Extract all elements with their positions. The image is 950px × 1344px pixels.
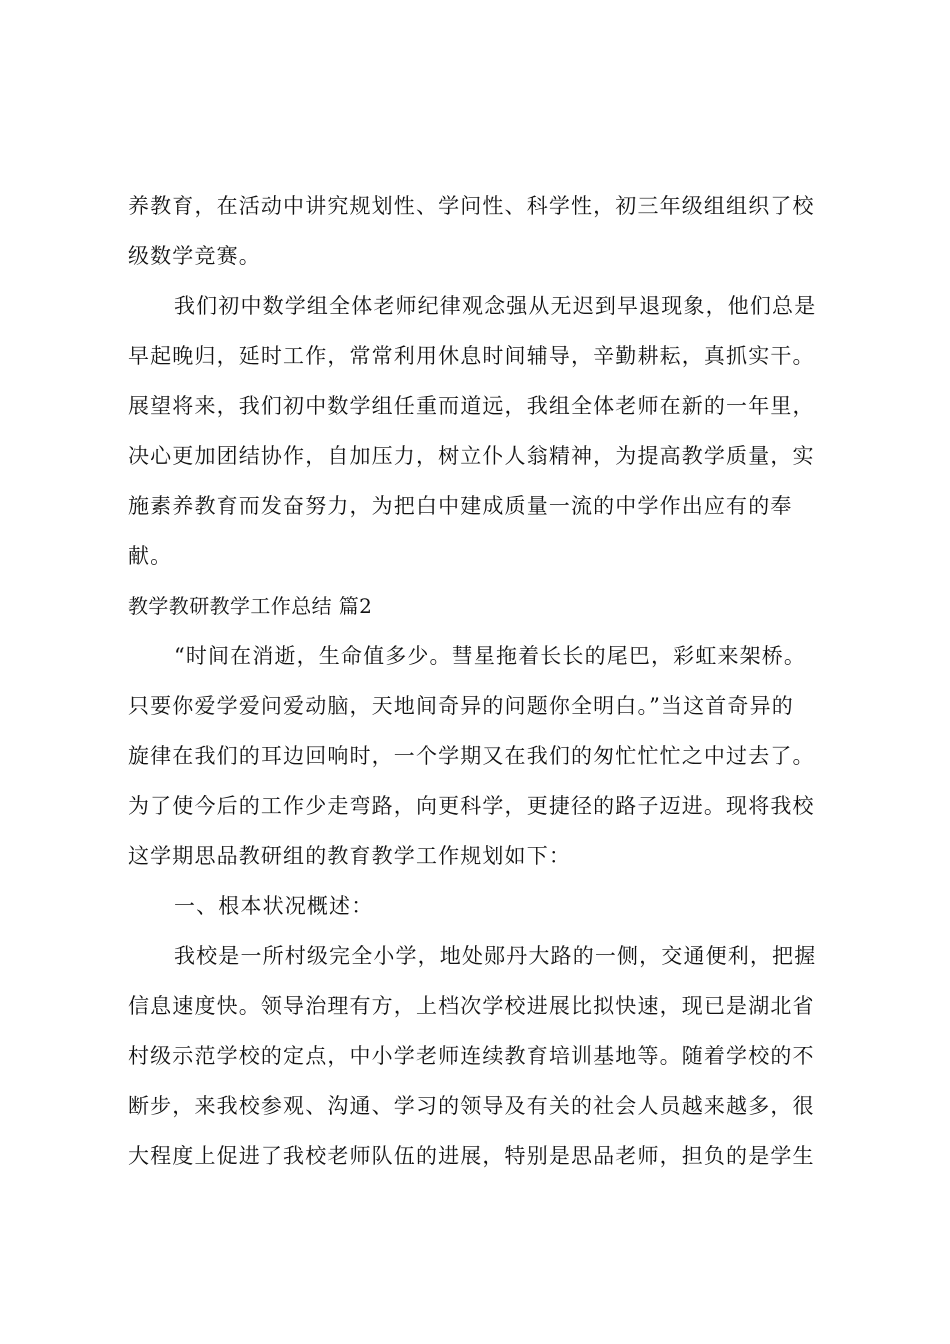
text-line: 献。 xyxy=(128,544,173,568)
paragraph-start: “时间在消逝，生命值多少。彗星拖着长长的尾巴，彩虹来架桥。 xyxy=(174,644,807,668)
subsection-heading: 一、根本状况概述： xyxy=(174,894,374,918)
document-body xyxy=(128,181,832,1181)
text-line: 决心更加团结协作，自加压力，树立仆人翁精神，为提高教学质量，实 xyxy=(128,444,815,468)
text-line: 施素养教育而发奋努力，为把白中建成质量一流的中学作出应有的奉 xyxy=(128,494,793,518)
text-line: 早起晚归，延时工作，常常利用休息时间辅导，辛勤耕耘，真抓实干。 xyxy=(128,344,815,368)
text-line: 村级示范学校的定点，中小学老师连续教育培训基地等。随着学校的不 xyxy=(128,1044,815,1068)
section-heading: 教学教研教学工作总结 篇2 xyxy=(128,594,373,618)
text-line: 这学期思品教研组的教育教学工作规划如下： xyxy=(128,844,571,868)
text-line: 信息速度快。领导治理有方，上档次学校进展比拟快速，现已是湖北省 xyxy=(128,994,815,1018)
text-line: 为了使今后的工作少走弯路，向更科学，更捷径的路子迈进。现将我校 xyxy=(128,794,815,818)
text-line: 养教育，在活动中讲究规划性、学问性、科学性，初三年级组组织了校 xyxy=(128,194,815,218)
text-line: 级数学竞赛。 xyxy=(128,244,261,268)
text-line: 大程度上促进了我校老师队伍的进展，特别是思品老师，担负的是学生 xyxy=(128,1144,815,1168)
text-line: 只要你爱学爱问爱动脑，天地间奇异的问题你全明白。”当这首奇异的 xyxy=(128,694,794,718)
paragraph-start: 我校是一所村级完全小学，地处郧丹大路的一侧，交通便利，把握 xyxy=(174,944,817,968)
text-line: 展望将来，我们初中数学组任重而道远，我组全体老师在新的一年里， xyxy=(128,394,815,418)
text-line: 旋律在我们的耳边回响时，一个学期又在我们的匆忙忙忙之中过去了。 xyxy=(128,744,815,768)
text-line: 断步，来我校参观、沟通、学习的领导及有关的社会人员越来越多，很 xyxy=(128,1094,815,1118)
paragraph-start: 我们初中数学组全体老师纪律观念强从无迟到早退现象，他们总是 xyxy=(174,294,817,318)
